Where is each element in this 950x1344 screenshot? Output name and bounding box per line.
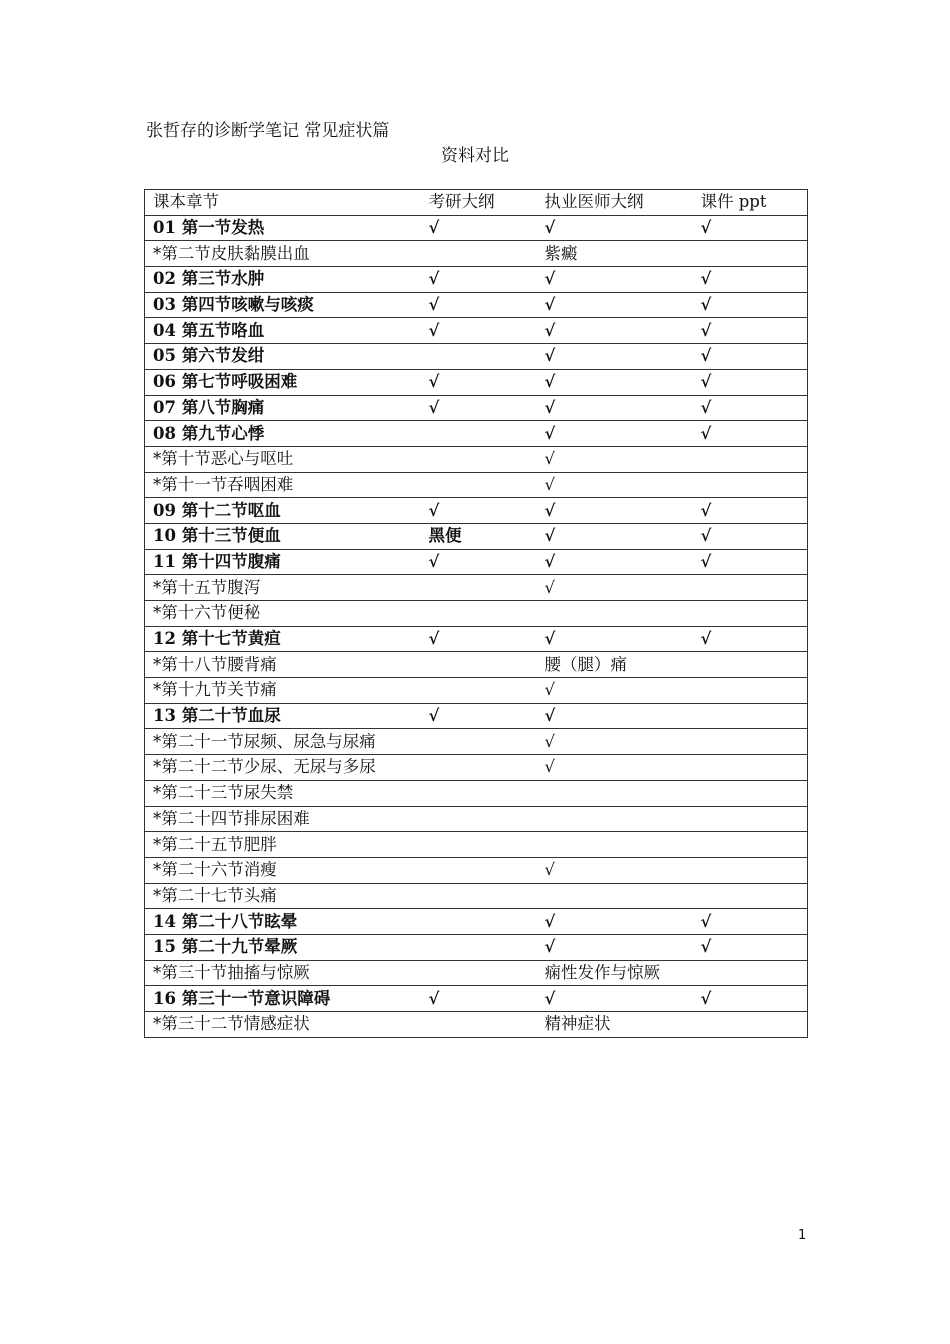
- cell-chapter: 16 第三十一节意识障碍: [145, 986, 417, 1012]
- cell-zhiye: √: [531, 421, 689, 447]
- table-row: [145, 575, 808, 601]
- cell-zhiye: √: [531, 755, 689, 781]
- cell-zhiye: √: [531, 729, 689, 755]
- cell-ppt: √: [689, 626, 808, 652]
- document-subtitle-text: 资料对比: [441, 146, 509, 166]
- cell-kaoyan: √: [417, 703, 531, 729]
- table-row: [145, 909, 808, 935]
- header-kaoyan: 考研大纲: [417, 190, 531, 216]
- cell-kaoyan: √: [417, 986, 531, 1012]
- cell-ppt: √: [689, 395, 808, 421]
- cell-ppt: √: [689, 267, 808, 293]
- table-row: [145, 292, 808, 318]
- page-number: 1: [798, 1228, 807, 1243]
- table-row: [145, 934, 808, 960]
- cell-kaoyan: √: [417, 626, 531, 652]
- cell-ppt: [689, 883, 808, 909]
- cell-kaoyan: [417, 1012, 531, 1038]
- table-row: [145, 626, 808, 652]
- comparison-table: [144, 189, 808, 1038]
- cell-ppt: √: [689, 498, 808, 524]
- table-row: [145, 241, 808, 267]
- cell-zhiye: √: [531, 292, 689, 318]
- cell-zhiye: 腰（腿）痛: [531, 652, 689, 678]
- document-subtitle: [0, 141, 950, 166]
- cell-chapter: *第二十四节排尿困难: [145, 806, 417, 832]
- cell-zhiye: √: [531, 986, 689, 1012]
- table-row: [145, 549, 808, 575]
- cell-zhiye: 痫性发作与惊厥: [531, 960, 689, 986]
- cell-kaoyan: √: [417, 549, 531, 575]
- table-row: [145, 267, 808, 293]
- cell-zhiye: √: [531, 267, 689, 293]
- cell-ppt: [689, 575, 808, 601]
- header-zhiye: 执业医师大纲: [531, 190, 689, 216]
- table-row: [145, 986, 808, 1012]
- cell-kaoyan: [417, 883, 531, 909]
- header-ppt: 课件 ppt: [689, 190, 808, 216]
- table-row: [145, 472, 808, 498]
- cell-kaoyan: √: [417, 215, 531, 241]
- table-row: [145, 446, 808, 472]
- cell-zhiye: √: [531, 857, 689, 883]
- cell-ppt: [689, 678, 808, 704]
- cell-kaoyan: [417, 421, 531, 447]
- cell-ppt: √: [689, 292, 808, 318]
- cell-chapter: 08 第九节心悸: [145, 421, 417, 447]
- cell-zhiye: √: [531, 575, 689, 601]
- cell-ppt: √: [689, 215, 808, 241]
- cell-kaoyan: [417, 755, 531, 781]
- cell-kaoyan: [417, 857, 531, 883]
- cell-kaoyan: [417, 832, 531, 858]
- cell-chapter: 13 第二十节血尿: [145, 703, 417, 729]
- table-row: [145, 369, 808, 395]
- cell-zhiye: √: [531, 678, 689, 704]
- cell-kaoyan: [417, 806, 531, 832]
- cell-ppt: [689, 703, 808, 729]
- cell-zhiye: √: [531, 446, 689, 472]
- cell-chapter: 14 第二十八节眩晕: [145, 909, 417, 935]
- cell-kaoyan: [417, 652, 531, 678]
- cell-ppt: √: [689, 369, 808, 395]
- table-row: [145, 1012, 808, 1038]
- cell-ppt: √: [689, 549, 808, 575]
- table-row: [145, 883, 808, 909]
- cell-kaoyan: [417, 575, 531, 601]
- cell-kaoyan: [417, 909, 531, 935]
- cell-chapter: *第二十二节少尿、无尿与多尿: [145, 755, 417, 781]
- cell-ppt: [689, 472, 808, 498]
- cell-zhiye: [531, 806, 689, 832]
- cell-ppt: [689, 806, 808, 832]
- table-body: [145, 215, 808, 1037]
- cell-ppt: [689, 755, 808, 781]
- cell-zhiye: √: [531, 318, 689, 344]
- document-title: 张哲存的诊断学笔记 常见症状篇: [146, 121, 390, 141]
- table-row: [145, 395, 808, 421]
- cell-kaoyan: √: [417, 395, 531, 421]
- cell-chapter: 11 第十四节腹痛: [145, 549, 417, 575]
- table-row: [145, 318, 808, 344]
- cell-chapter: *第三十二节情感症状: [145, 1012, 417, 1038]
- cell-kaoyan: [417, 780, 531, 806]
- cell-ppt: [689, 1012, 808, 1038]
- table-row: [145, 601, 808, 627]
- cell-chapter: *第十一节吞咽困难: [145, 472, 417, 498]
- cell-zhiye: 紫癜: [531, 241, 689, 267]
- cell-kaoyan: √: [417, 318, 531, 344]
- cell-kaoyan: [417, 729, 531, 755]
- cell-zhiye: [531, 601, 689, 627]
- table-row: [145, 832, 808, 858]
- cell-zhiye: √: [531, 395, 689, 421]
- cell-ppt: [689, 601, 808, 627]
- cell-zhiye: √: [531, 909, 689, 935]
- cell-chapter: *第二十一节尿频、尿急与尿痛: [145, 729, 417, 755]
- cell-kaoyan: [417, 446, 531, 472]
- cell-chapter: *第二十五节肥胖: [145, 832, 417, 858]
- cell-chapter: *第二十六节消瘦: [145, 857, 417, 883]
- cell-zhiye: √: [531, 472, 689, 498]
- header-chapter: 课本章节: [145, 190, 417, 216]
- cell-chapter: *第十五节腹泻: [145, 575, 417, 601]
- table-row: [145, 703, 808, 729]
- cell-chapter: 12 第十七节黄疸: [145, 626, 417, 652]
- cell-chapter: 02 第三节水肿: [145, 267, 417, 293]
- cell-zhiye: √: [531, 703, 689, 729]
- table-row: [145, 780, 808, 806]
- cell-kaoyan: [417, 241, 531, 267]
- cell-kaoyan: √: [417, 498, 531, 524]
- cell-ppt: [689, 857, 808, 883]
- table-row: [145, 215, 808, 241]
- cell-zhiye: [531, 883, 689, 909]
- table-row: [145, 344, 808, 370]
- cell-ppt: √: [689, 421, 808, 447]
- table-row: [145, 806, 808, 832]
- cell-chapter: *第十六节便秘: [145, 601, 417, 627]
- cell-chapter: 01 第一节发热: [145, 215, 417, 241]
- cell-ppt: [689, 241, 808, 267]
- cell-chapter: 15 第二十九节晕厥: [145, 934, 417, 960]
- cell-chapter: *第十九节关节痛: [145, 678, 417, 704]
- cell-chapter: *第十八节腰背痛: [145, 652, 417, 678]
- cell-ppt: [689, 960, 808, 986]
- cell-ppt: [689, 832, 808, 858]
- cell-chapter: *第三十节抽搐与惊厥: [145, 960, 417, 986]
- cell-kaoyan: [417, 934, 531, 960]
- cell-ppt: √: [689, 986, 808, 1012]
- table-row: [145, 678, 808, 704]
- table-row: [145, 960, 808, 986]
- cell-kaoyan: √: [417, 292, 531, 318]
- cell-zhiye: √: [531, 215, 689, 241]
- cell-chapter: *第二十七节头痛: [145, 883, 417, 909]
- cell-kaoyan: [417, 960, 531, 986]
- cell-kaoyan: [417, 678, 531, 704]
- cell-zhiye: √: [531, 344, 689, 370]
- cell-zhiye: [531, 832, 689, 858]
- cell-zhiye: √: [531, 934, 689, 960]
- cell-chapter: 04 第五节咯血: [145, 318, 417, 344]
- cell-chapter: 03 第四节咳嗽与咳痰: [145, 292, 417, 318]
- cell-chapter: *第十节恶心与呕吐: [145, 446, 417, 472]
- cell-chapter: 07 第八节胸痛: [145, 395, 417, 421]
- cell-kaoyan: √: [417, 267, 531, 293]
- cell-zhiye: √: [531, 498, 689, 524]
- cell-chapter: 09 第十二节呕血: [145, 498, 417, 524]
- cell-zhiye: 精神症状: [531, 1012, 689, 1038]
- cell-chapter: 06 第七节呼吸困难: [145, 369, 417, 395]
- cell-zhiye: [531, 780, 689, 806]
- cell-ppt: √: [689, 934, 808, 960]
- cell-chapter: 05 第六节发绀: [145, 344, 417, 370]
- table-row: [145, 857, 808, 883]
- cell-kaoyan: [417, 472, 531, 498]
- cell-zhiye: √: [531, 626, 689, 652]
- cell-ppt: [689, 729, 808, 755]
- cell-ppt: [689, 652, 808, 678]
- table-row: [145, 421, 808, 447]
- cell-kaoyan: [417, 344, 531, 370]
- cell-chapter: *第二节皮肤黏膜出血: [145, 241, 417, 267]
- cell-chapter: *第二十三节尿失禁: [145, 780, 417, 806]
- table-row: [145, 652, 808, 678]
- table-row: [145, 755, 808, 781]
- cell-kaoyan: [417, 601, 531, 627]
- cell-ppt: √: [689, 909, 808, 935]
- cell-zhiye: √: [531, 523, 689, 549]
- cell-kaoyan: 黑便: [417, 523, 531, 549]
- table-row: [145, 729, 808, 755]
- cell-ppt: [689, 780, 808, 806]
- cell-ppt: √: [689, 523, 808, 549]
- cell-ppt: [689, 446, 808, 472]
- table-row: [145, 523, 808, 549]
- cell-ppt: √: [689, 344, 808, 370]
- table-row: [145, 498, 808, 524]
- cell-kaoyan: √: [417, 369, 531, 395]
- cell-zhiye: √: [531, 369, 689, 395]
- cell-ppt: √: [689, 318, 808, 344]
- cell-zhiye: √: [531, 549, 689, 575]
- cell-chapter: 10 第十三节便血: [145, 523, 417, 549]
- table-header-row: [145, 190, 808, 216]
